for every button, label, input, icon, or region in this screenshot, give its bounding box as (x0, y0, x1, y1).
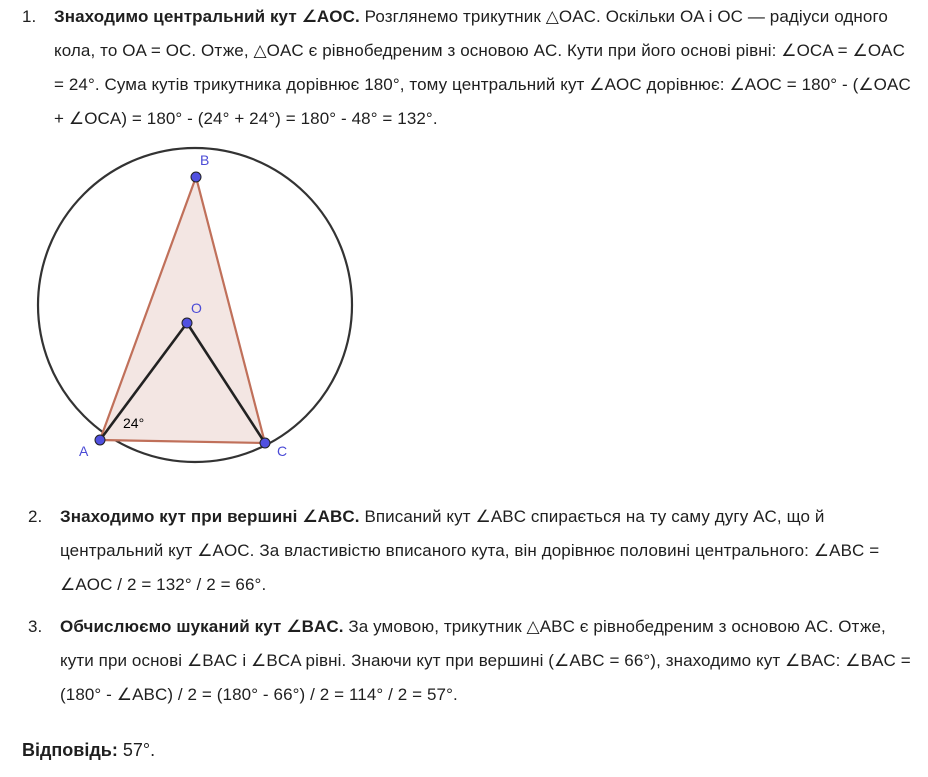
point-a (95, 435, 105, 445)
angle-label: 24° (123, 415, 145, 431)
step-number: 2. (28, 507, 43, 526)
step-paragraph (54, 0, 914, 136)
step-paragraph (60, 610, 920, 712)
answer (22, 733, 155, 767)
point-o (182, 318, 192, 328)
step-text: Вписаний кут ∠ABC спирається на ту саму дугу AC, що й центральний кут ∠AOC. За властивістю вписаного кута, він дорівнює половині центрального: ∠ABC = ∠AOC / 2 = 132° / 2 = 66°. (60, 507, 880, 594)
answer-label: Відповідь: (22, 740, 118, 760)
label-c: C (277, 443, 288, 459)
circle-triangle-figure (28, 140, 358, 480)
step-paragraph (60, 500, 920, 602)
label-o: O (191, 300, 202, 316)
step-title: Знаходимо центральний кут ∠AOC. (54, 7, 360, 26)
step-title: Знаходимо кут при вершині ∠ABC. (60, 507, 360, 526)
step-number: 3. (28, 617, 43, 636)
step-text: За умовою, трикутник △ABC є рівнобедреним з основою AC. Отже, кути при основі ∠BAC і ∠BCA рівні. Знаючи кут при вершині (∠ABC = 66°), знаходимо кут ∠BAC: ∠BAC = (180° - ∠ABC) / 2 = (180° - 66°) / 2 = 114° / 2 = 57°. (60, 617, 911, 704)
step-number: 1. (22, 7, 37, 26)
label-a: A (79, 443, 89, 459)
label-b: B (200, 152, 210, 168)
point-c (260, 438, 270, 448)
answer-value: 57°. (122, 740, 156, 760)
point-b (191, 172, 201, 182)
step-title: Обчислюємо шуканий кут ∠BAC. (60, 617, 344, 636)
step-text: Розглянемо трикутник △OAC. Оскільки OA і OC — радіуси одного кола, то OA = OC. Отже, △OAC є рівнобедреним з основою AC. Кути при його основі рівні: ∠OCA = ∠OAC = 24°. Сума кутів трикутника дорівнює 180°, тому центральний кут ∠AOC дорівнює: ∠AOC = 180° - (∠OAC + ∠OCA) = 180° - (24° + 24°) = 180° - 48° = 132°. (54, 7, 911, 128)
